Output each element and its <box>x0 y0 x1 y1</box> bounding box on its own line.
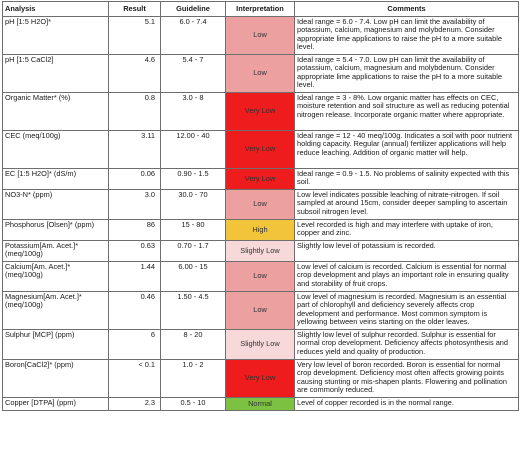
analysis-cell: Organic Matter* (%) <box>3 93 109 131</box>
comment-cell: Slightly low level of sulphur recorded. Sulphur is essential for normal crop development. Deficiency affects photosynthesis and reduces yield and quality of production. <box>295 330 519 360</box>
interpretation-cell: Low <box>226 17 295 55</box>
guideline-cell: 12.00 - 40 <box>161 131 226 169</box>
interpretation-cell: Slightly Low <box>226 241 295 262</box>
guideline-cell: 0.5 - 10 <box>161 398 226 411</box>
table-row <box>3 169 519 190</box>
interpretation-cell: Very Low <box>226 360 295 398</box>
result-cell: 2.3 <box>109 398 161 411</box>
interpretation-cell: Low <box>226 55 295 93</box>
table-row <box>3 93 519 131</box>
guideline-cell: 0.70 - 1.7 <box>161 241 226 262</box>
interpretation-cell: Very Low <box>226 93 295 131</box>
guideline-cell: 1.50 - 4.5 <box>161 292 226 330</box>
result-cell: 86 <box>109 220 161 241</box>
table-row <box>3 55 519 93</box>
result-cell: 1.44 <box>109 262 161 292</box>
interpretation-cell: Low <box>226 190 295 220</box>
table-row <box>3 17 519 55</box>
analysis-cell: NO3-N* (ppm) <box>3 190 109 220</box>
comment-cell: Ideal range = 3 - 8%. Low organic matter has effects on CEC, moisture retention and soil structure as well as reducing potential nitrogen release. Incorporate organic matter where appropriate. <box>295 93 519 131</box>
guideline-cell: 15 - 80 <box>161 220 226 241</box>
table-header-row <box>3 2 519 17</box>
guideline-cell: 0.90 - 1.5 <box>161 169 226 190</box>
comment-cell: Level of copper recorded is in the normal range. <box>295 398 519 411</box>
analysis-cell: Potassium[Am. Acet.]* (meq/100g) <box>3 241 109 262</box>
result-cell: 3.11 <box>109 131 161 169</box>
interpretation-cell: Low <box>226 262 295 292</box>
comment-cell: Ideal range = 0.9 - 1.5. No problems of salinity expected with this soil. <box>295 169 519 190</box>
comment-cell: Low level indicates possible leaching of nitrate-nitrogen. If soil sampled at around 15cm, consider deeper sampling to ascertain subsoil nitrogen level. <box>295 190 519 220</box>
table-row <box>3 131 519 169</box>
result-cell: 0.8 <box>109 93 161 131</box>
table-row <box>3 398 519 411</box>
interpretation-cell: Normal <box>226 398 295 411</box>
analysis-cell: CEC (meq/100g) <box>3 131 109 169</box>
interpretation-cell: Very Low <box>226 169 295 190</box>
result-cell: 6 <box>109 330 161 360</box>
table-row <box>3 360 519 398</box>
analysis-cell: EC [1:5 H2O]* (dS/m) <box>3 169 109 190</box>
analysis-cell: Magnesium[Am. Acet.]* (meq/100g) <box>3 292 109 330</box>
analysis-cell: Boron[CaCl2]* (ppm) <box>3 360 109 398</box>
table-row <box>3 241 519 262</box>
soil-analysis-table <box>2 1 519 411</box>
result-cell: 4.6 <box>109 55 161 93</box>
table-row <box>3 330 519 360</box>
comment-cell: Low level of calcium is recorded. Calcium is essential for normal crop development and plays an important role in ensuring quality and storability of fruit crops. <box>295 262 519 292</box>
table-row <box>3 220 519 241</box>
result-cell: 3.0 <box>109 190 161 220</box>
result-cell: 0.63 <box>109 241 161 262</box>
guideline-cell: 30.0 - 70 <box>161 190 226 220</box>
analysis-cell: Sulphur [MCP] (ppm) <box>3 330 109 360</box>
analysis-cell: pH [1:5 H2O]* <box>3 17 109 55</box>
analysis-cell: Phosphorus [Olsen]* (ppm) <box>3 220 109 241</box>
analysis-cell: pH [1:5 CaCl2] <box>3 55 109 93</box>
guideline-cell: 1.0 - 2 <box>161 360 226 398</box>
guideline-cell: 5.4 - 7 <box>161 55 226 93</box>
guideline-cell: 8 - 20 <box>161 330 226 360</box>
header-analysis: Analysis <box>3 2 109 17</box>
comment-cell: Level recorded is high and may interfere with uptake of iron, copper and zinc. <box>295 220 519 241</box>
comment-cell: Low level of magnesium is recorded. Magnesium is an essential part of chlorophyll and deficiency severely affects crop development and performance. Most common symptom is yellowing between veins starting on the older leaves. <box>295 292 519 330</box>
table-row <box>3 262 519 292</box>
analysis-cell: Copper [DTPA] (ppm) <box>3 398 109 411</box>
guideline-cell: 3.0 - 8 <box>161 93 226 131</box>
table-row <box>3 292 519 330</box>
comment-cell: Ideal range = 12 - 40 meq/100g. Indicates a soil with poor nutrient holding capacity. Regular (annual) fertilizer applications will help reduce leaching. Addition of organic matter will help. <box>295 131 519 169</box>
result-cell: 0.06 <box>109 169 161 190</box>
guideline-cell: 6.00 - 15 <box>161 262 226 292</box>
comment-cell: Slightly low level of potassium is recorded. <box>295 241 519 262</box>
guideline-cell: 6.0 - 7.4 <box>161 17 226 55</box>
result-cell: < 0.1 <box>109 360 161 398</box>
analysis-cell: Calcium[Am. Acet.]* (meq/100g) <box>3 262 109 292</box>
comment-cell: Very low level of boron recorded. Boron is essential for normal crop development. Deficiency most often affects growing points causing stunting or mis-shapen plants. Flowering and pollination are commonly reduced. <box>295 360 519 398</box>
comment-cell: Ideal range = 6.0 - 7.4. Low pH can limit the availability of potassium, calcium, magnesium and molybdenum. Consider appropriate lime applications to raise the pH to a more suitable level. <box>295 17 519 55</box>
header-comments: Comments <box>295 2 519 17</box>
result-cell: 0.46 <box>109 292 161 330</box>
table-row <box>3 190 519 220</box>
interpretation-cell: High <box>226 220 295 241</box>
result-cell: 5.1 <box>109 17 161 55</box>
comment-cell: Ideal range = 5.4 - 7.0. Low pH can limit the availability of potassium, calcium, magnesium and molybdenum. Consider appropriate lime applications to raise the pH to a more suitable level. <box>295 55 519 93</box>
interpretation-cell: Low <box>226 292 295 330</box>
interpretation-cell: Very Low <box>226 131 295 169</box>
interpretation-cell: Slightly Low <box>226 330 295 360</box>
header-interpretation: Interpretation <box>226 2 295 17</box>
header-guideline: Guideline <box>161 2 226 17</box>
header-result: Result <box>109 2 161 17</box>
